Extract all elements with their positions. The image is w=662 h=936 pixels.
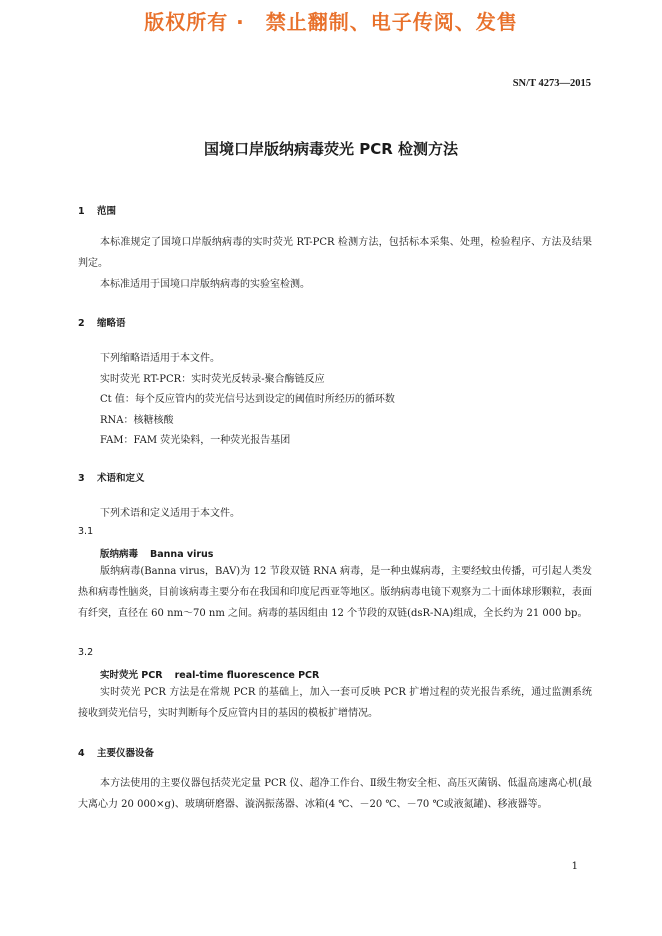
section-1-paragraph-1: 本标准规定了国境口岸版纳病毒的实时荧光 RT-PCR 检测方法，包括标本采集、处理，检验程序、方法及结果判定。 [78, 237, 592, 269]
abbreviation-item: RNA：核糖核酸 [100, 415, 174, 426]
section-4-paragraph-1: 本方法使用的主要仪器包括荧光定量 PCR 仪、超净工作台、Ⅱ级生物安全柜、高压灭菌锅、低温高速离心机(最大离心力 20 000×g)、玻璃研磨器、漩涡振荡器、冰箱(4 ℃、－20 ℃、－70 ℃或液氮罐)、移液器等。 [78, 778, 592, 810]
term-chinese: 实时荧光 PCR [100, 670, 163, 681]
term-number: 3.1 [78, 526, 94, 537]
section-number: 1 [78, 206, 85, 217]
section-4-heading [78, 745, 154, 759]
term-definition: 版纳病毒(Banna virus，BAV)为 12 节段双链 RNA 病毒，是一种虫媒病毒，主要经蚊虫传播，可引起人类发热和病毒性脑炎，目前该病毒主要分布在我国和印度尼西亚等地区。版纳病毒电镜下观察为二十面体球形颗粒，表面有纤突，直径在 60 nm～70 nm 之间。病毒的基因组由 12 个节段的双链(dsR-NA)组成，全长约为 21 000 bp。 [78, 566, 592, 619]
term-heading [100, 667, 319, 681]
term-english: Banna virus [150, 549, 214, 560]
section-title: 范围 [97, 206, 117, 217]
document-title: 国境口岸版纳病毒荧光 PCR 检测方法 [204, 140, 458, 158]
section-number: 4 [78, 748, 85, 759]
section-2-intro: 下列缩略语适用于本文件。 [100, 353, 220, 364]
abbreviation-item: 实时荧光 RT-PCR：实时荧光反转录-聚合酶链反应 [100, 374, 325, 385]
term-number: 3.2 [78, 647, 94, 658]
section-title: 主要仪器设备 [97, 748, 155, 759]
term-english: real-time fluorescence PCR [174, 670, 320, 681]
section-2-heading [78, 315, 126, 329]
term-definition: 实时荧光 PCR 方法是在常规 PCR 的基础上，加入一套可反映 PCR 扩增过程的荧光报告系统，通过监测系统接收到荧光信号，实时判断每个反应管内目的基因的模板扩增情况。 [78, 687, 592, 719]
section-number: 3 [78, 473, 85, 484]
document-number: SN/T 4273—2015 [512, 78, 591, 89]
section-title: 缩略语 [97, 318, 126, 329]
section-1-paragraph-2: 本标准适用于国境口岸版纳病毒的实验室检测。 [100, 279, 310, 290]
term-heading [100, 546, 213, 560]
section-number: 2 [78, 318, 85, 329]
section-1-heading [78, 203, 116, 217]
copyright-watermark: 版权所有 · 禁止翻制、电子传阅、发售 [144, 10, 518, 34]
section-3-intro: 下列术语和定义适用于本文件。 [100, 508, 240, 519]
section-title: 术语和定义 [97, 473, 145, 484]
term-chinese: 版纳病毒 [100, 549, 139, 560]
abbreviation-item: FAM：FAM 荧光染料，一种荧光报告基团 [100, 435, 291, 446]
abbreviation-item: Ct 值：每个反应管内的荧光信号达到设定的阈值时所经历的循环数 [100, 394, 395, 405]
section-3-heading [78, 470, 145, 484]
page-number: 1 [571, 861, 578, 872]
